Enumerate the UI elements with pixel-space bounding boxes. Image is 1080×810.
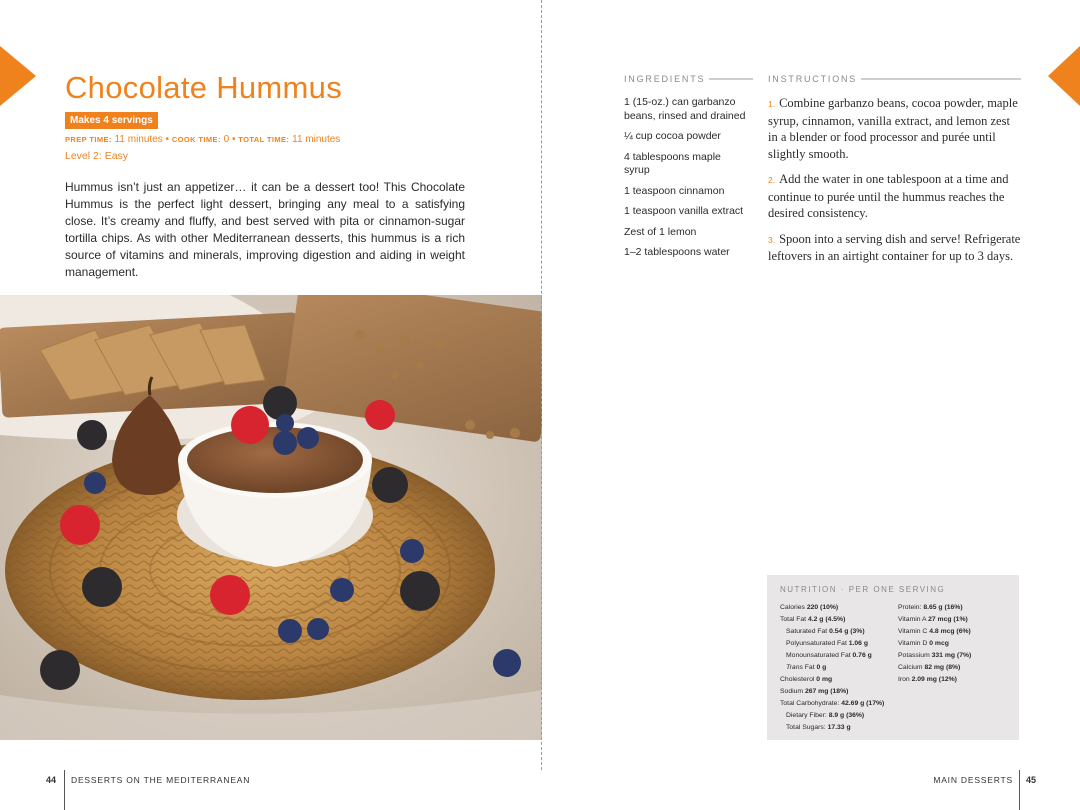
nutrition-value: 267 mg (18%) bbox=[804, 688, 849, 695]
nutrition-value: 82 mg (8%) bbox=[924, 664, 961, 671]
nutrition-value: 0.76 g bbox=[852, 652, 872, 659]
difficulty-level: Level 2: Easy bbox=[65, 150, 129, 162]
orange-tab-arrow-icon bbox=[0, 46, 36, 106]
section-title-right: MAIN DESSERTS bbox=[933, 775, 1013, 785]
nutrition-row bbox=[780, 650, 910, 662]
nutrition-row bbox=[780, 614, 910, 626]
nutrition-right-column bbox=[898, 602, 1018, 686]
footer-divider bbox=[64, 770, 65, 810]
list-item: 1 (15-oz.) can garbanzo beans, rinsed and drained bbox=[624, 96, 746, 122]
heading-rule bbox=[709, 78, 753, 80]
nutrition-heading-separator: · bbox=[840, 585, 849, 594]
nutrition-left-column bbox=[780, 602, 910, 734]
nutrition-italic-prefix: Trans bbox=[786, 664, 803, 671]
nutrition-label: Sodium bbox=[780, 688, 805, 695]
nutrition-value: 0 mcg bbox=[929, 640, 949, 647]
nutrition-label: Vitamin D bbox=[898, 640, 930, 647]
nutrition-panel bbox=[767, 575, 1019, 740]
instruction-step bbox=[768, 231, 1022, 265]
page-number-right: 45 bbox=[1025, 775, 1036, 785]
nutrition-value: 2.09 mg (12%) bbox=[911, 676, 957, 683]
nutrition-row bbox=[780, 662, 910, 674]
nutrition-label: Saturated Fat bbox=[786, 628, 830, 635]
right-page bbox=[542, 0, 1080, 810]
nutrition-label: Calories bbox=[780, 604, 807, 611]
nutrition-label: Fat bbox=[802, 664, 817, 671]
times-separator: • bbox=[231, 134, 236, 145]
list-item: Zest of 1 lemon bbox=[624, 225, 697, 238]
ingredients-list bbox=[624, 96, 746, 267]
left-footer bbox=[0, 770, 542, 810]
nutrition-value: 42.69 g (17%) bbox=[841, 700, 885, 707]
cook-time-value: 0 bbox=[223, 134, 230, 145]
ingredients-heading bbox=[624, 74, 753, 84]
servings-badge: Makes 4 servings bbox=[65, 112, 158, 129]
step-text: Spoon into a serving dish and serve! Refrigerate leftovers in an airtight container for up to 3 days. bbox=[768, 231, 1021, 263]
nutrition-heading-text: NUTRITION bbox=[780, 585, 838, 594]
nutrition-row bbox=[898, 650, 1018, 662]
step-number: 2. bbox=[768, 175, 776, 185]
nutrition-row bbox=[898, 626, 1018, 638]
orange-tab-arrow-icon bbox=[1048, 46, 1080, 106]
list-item: 1 teaspoon vanilla extract bbox=[624, 205, 744, 217]
ingredients-heading-text: INGREDIENTS bbox=[624, 74, 706, 84]
nutrition-value: 4.8 mcg (6%) bbox=[929, 628, 971, 635]
nutrition-label: Polyunsaturated Fat bbox=[786, 640, 849, 647]
nutrition-label: Total Carbohydrate: bbox=[780, 700, 842, 707]
chocolate-hummus-photo bbox=[0, 295, 542, 740]
nutrition-row bbox=[780, 602, 910, 614]
nutrition-label: Monounsaturated Fat bbox=[786, 652, 853, 659]
nutrition-value: 331 mg (7%) bbox=[931, 652, 972, 659]
nutrition-row bbox=[898, 614, 1018, 626]
nutrition-value: 0.54 g (3%) bbox=[829, 628, 865, 635]
nutrition-row bbox=[898, 674, 1018, 686]
page-number-left: 44 bbox=[46, 775, 57, 785]
nutrition-row bbox=[898, 638, 1018, 650]
nutrition-value: 0 mg bbox=[816, 676, 833, 683]
instruction-step bbox=[768, 95, 1022, 162]
nutrition-value: 27 mcg (1%) bbox=[928, 616, 968, 623]
nutrition-subheading-text: PER ONE SERVING bbox=[848, 585, 946, 594]
recipe-title: Chocolate Hummus bbox=[65, 70, 343, 105]
nutrition-row bbox=[780, 638, 910, 650]
nutrition-label: Protein: bbox=[898, 604, 924, 611]
step-number: 3. bbox=[768, 234, 776, 245]
section-title-left: DESSERTS ON THE MEDITERRANEAN bbox=[71, 775, 251, 785]
nutrition-row bbox=[898, 662, 1018, 674]
nutrition-label: Total Fat bbox=[780, 616, 808, 623]
nutrition-row bbox=[898, 602, 1018, 614]
nutrition-row bbox=[780, 710, 910, 722]
nutrition-row bbox=[780, 686, 910, 698]
step-text: Combine garbanzo beans, cocoa powder, maple syrup, cinnamon, vanilla extract, and lemon zest in a blender or food processor and purée until slightly smooth. bbox=[768, 96, 1018, 161]
nutrition-label: Potassium bbox=[898, 652, 932, 659]
list-item: 1 teaspoon cinnamon bbox=[624, 184, 725, 197]
nutrition-row bbox=[780, 674, 910, 686]
list-item: ¼ cup cocoa powder bbox=[624, 130, 721, 142]
nutrition-label: Total Sugars: bbox=[786, 724, 828, 731]
nutrition-value: 4.2 g (4.5%) bbox=[807, 616, 846, 623]
instructions-list bbox=[768, 95, 1022, 274]
times-separator: • bbox=[165, 134, 170, 145]
nutrition-row bbox=[780, 698, 910, 710]
nutrition-value: 8.9 g (36%) bbox=[828, 712, 865, 719]
nutrition-label: Dietary Fiber: bbox=[786, 712, 829, 719]
step-number: 1. bbox=[768, 99, 776, 109]
instructions-heading-text: INSTRUCTIONS bbox=[768, 74, 858, 84]
nutrition-label: Cholesterol bbox=[780, 676, 817, 683]
prep-time-value: 11 minutes bbox=[114, 134, 163, 145]
list-item: 1–2 tablespoons water bbox=[624, 246, 730, 258]
nutrition-label: Vitamin A bbox=[898, 616, 929, 623]
cook-time-label: COOK TIME: bbox=[171, 135, 221, 144]
list-item: 4 tablespoons maple syrup bbox=[624, 150, 721, 176]
nutrition-value: 1.06 g bbox=[848, 640, 868, 647]
instructions-heading bbox=[768, 74, 1021, 84]
recipe-times bbox=[65, 134, 340, 145]
heading-rule bbox=[861, 78, 1021, 80]
nutrition-label: Calcium bbox=[898, 664, 925, 671]
instruction-step bbox=[768, 171, 1022, 222]
nutrition-value: 0 g bbox=[816, 664, 827, 671]
right-footer bbox=[542, 770, 1080, 810]
recipe-intro: Hummus isn’t just an appetizer… it can be a dessert too! This Chocolate Hummus is the perfect light dessert, bringing any meal to a satisfying close. It’s creamy and fluffy, and best served with pita or cinnamon-sugar tortilla chips. As with other Mediterranean desserts, this hummus is a rich source of vitamins and minerals, improving digestion and aiding in weight management. bbox=[65, 180, 465, 279]
recipe-photo bbox=[0, 295, 542, 740]
nutrition-value: 17.33 g bbox=[827, 724, 851, 731]
nutrition-value: 8.65 g (16%) bbox=[923, 604, 963, 611]
nutrition-heading bbox=[780, 585, 1006, 594]
nutrition-label: Vitamin C bbox=[898, 628, 930, 635]
nutrition-row bbox=[780, 626, 910, 638]
prep-time-label: PREP TIME: bbox=[65, 135, 112, 144]
footer-divider bbox=[1019, 770, 1020, 810]
nutrition-label: Iron bbox=[898, 676, 912, 683]
step-text: Add the water in one tablespoon at a time and continue to purée until the hummus reaches the desired consistency. bbox=[768, 172, 1009, 220]
nutrition-row bbox=[780, 722, 910, 734]
total-time-label: TOTAL TIME: bbox=[238, 135, 290, 144]
nutrition-value: 220 (10%) bbox=[806, 604, 839, 611]
total-time-value: 11 minutes bbox=[292, 134, 341, 145]
